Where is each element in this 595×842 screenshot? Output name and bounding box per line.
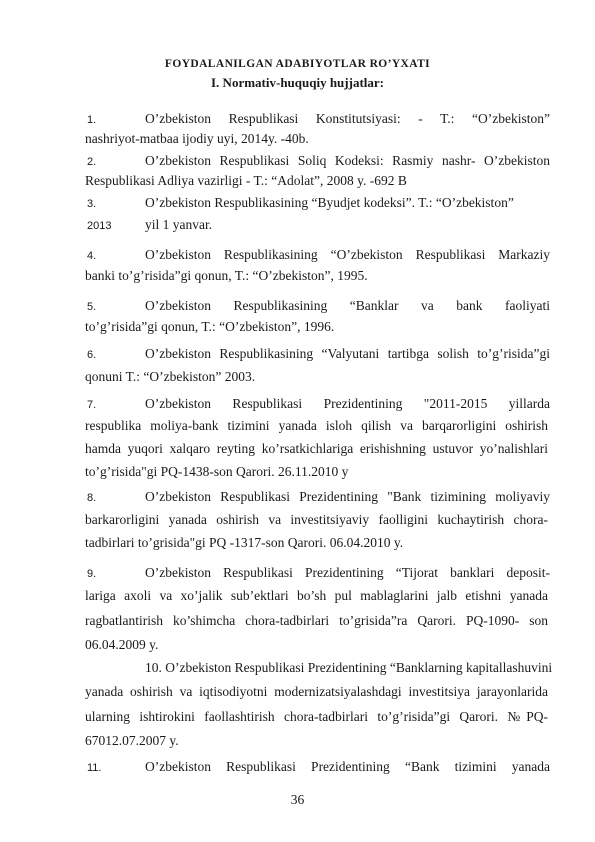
section-subheading: I. Normativ-huquqiy hujjatlar: [211,75,384,90]
item-text: O’zbekiston Respublikasining “O’zbekiston Respublikasi Markaziy [145,247,550,262]
item-text: O’zbekiston Respublikasi Konstitutsiyasi: - T.: “O’zbekiston” [145,111,550,126]
item-text-cont: banki to’g’risida”gi qonun, T.: “O’zbekiston”, 1995. [85,268,368,283]
item-text-cont: 67012.07.2007 y. [85,733,179,748]
item-text-cont: to’g’risida"gi PQ-1438-son Qarori. 26.11.2010 y [85,464,349,479]
item-number: 6. [87,349,97,361]
list-item [87,395,550,414]
item-text: 10. O’zbekiston Respublikasi Prezidentining “Banklarning kapitallashuvini [145,660,553,675]
item-text-cont: ularning ishtirokini faollashtirish chora-tadbirlari to’g’risida”gi Qarori. №PQ- [85,709,548,724]
item-number: 9. [87,568,97,580]
item-text: O’zbekiston Respublikasi Prezidentining “Tijorat banklari deposit- [145,565,550,580]
item-text: O’zbekiston Respublikasining “Valyutani tartibga solish to’g’risida”gi [145,346,550,361]
list-item [87,345,550,364]
list-item [87,152,550,171]
list-item [87,297,550,316]
item-text-cont: barkarorligini yanada oshirish va investitsiyaviy faolligini kuchaytirish chora- [85,512,548,527]
item-text-cont: yanada oshirish va iqtisodiyotni modernizatsiyalashdagi investitsiya jarayonlarida [85,684,548,699]
item-text: yil 1 yanvar. [145,217,213,232]
item-text-cont: ragbatlantirish ko’shimcha chora-tadbirlari to’grisida”ra Qarori. PQ-1090- son [85,613,548,628]
page-number: 36 [290,792,305,807]
list-item [87,216,550,235]
item-text-cont: nashriyot-matbaa ijodiy uyi, 2014y. -40b. [85,131,309,146]
item-text: O’zbekiston Respublikasi Prezidentining "Bank tizimining moliyaviy [145,489,550,504]
item-text: O’zbekiston Respublikasi Prezidentining "2011-2015 yillarda [145,396,550,411]
list-item [87,488,550,507]
item-text-cont: 06.04.2009 y. [85,637,159,652]
item-text-cont: Respublikasi Adliya vazirligi - T.: “Adolat”, 2008 y. -692 B [85,173,407,188]
item-number: 2. [87,156,97,168]
item-text-cont: qonuni T.: “O’zbekiston” 2003. [85,369,256,384]
item-number: 3. [87,198,97,210]
list-item [87,194,550,213]
item-text: O’zbekiston Respublikasining “Byudjet kodeksi”. T.: “O’zbekiston” [145,195,514,210]
references-heading: FOYDALANILGAN ADABIYOTLAR RO’YXATI [164,58,431,70]
item-number: 1. [87,114,97,126]
list-item [87,564,550,583]
list-item [87,246,550,265]
item-number: 7. [87,399,97,411]
item-text: O’zbekiston Respublikasi Prezidentining “Bank tizimini yanada [145,759,550,774]
item-text-cont: to’g’risida”gi qonun, T.: “O’zbekiston”, 1996. [85,319,335,334]
item-text-cont: lariga axoli va xo’jalik sub’ektlari bo’sh pul mablaglarini jalb etishni yanada [85,588,548,603]
item-text-cont: respublika moliya-bank tizimini yanada isloh qilish va barqarorligini oshirish [85,418,548,433]
item-number: 4. [87,250,97,262]
list-item [87,110,550,129]
item-number: 11. [87,762,102,774]
list-item [87,758,550,777]
list-item [87,659,553,677]
item-number: 2013 [87,220,112,232]
item-text: O’zbekiston Respublikasining “Banklar va bank faoliyati [145,298,550,313]
item-text-cont: tadbirlari to’grisida"gi PQ -1317-son Qarori. 06.04.2010 y. [85,535,404,550]
item-text: O’zbekiston Respublikasi Soliq Kodeksi: Rasmiy nashr- O’zbekiston [145,153,550,168]
item-text-cont: hamda yuqori xalqaro reyting ko’rsatkichlariga erishishning ustuvor yo’nalishlari [85,441,548,456]
item-number: 8. [87,492,97,504]
item-number: 5. [87,301,97,313]
